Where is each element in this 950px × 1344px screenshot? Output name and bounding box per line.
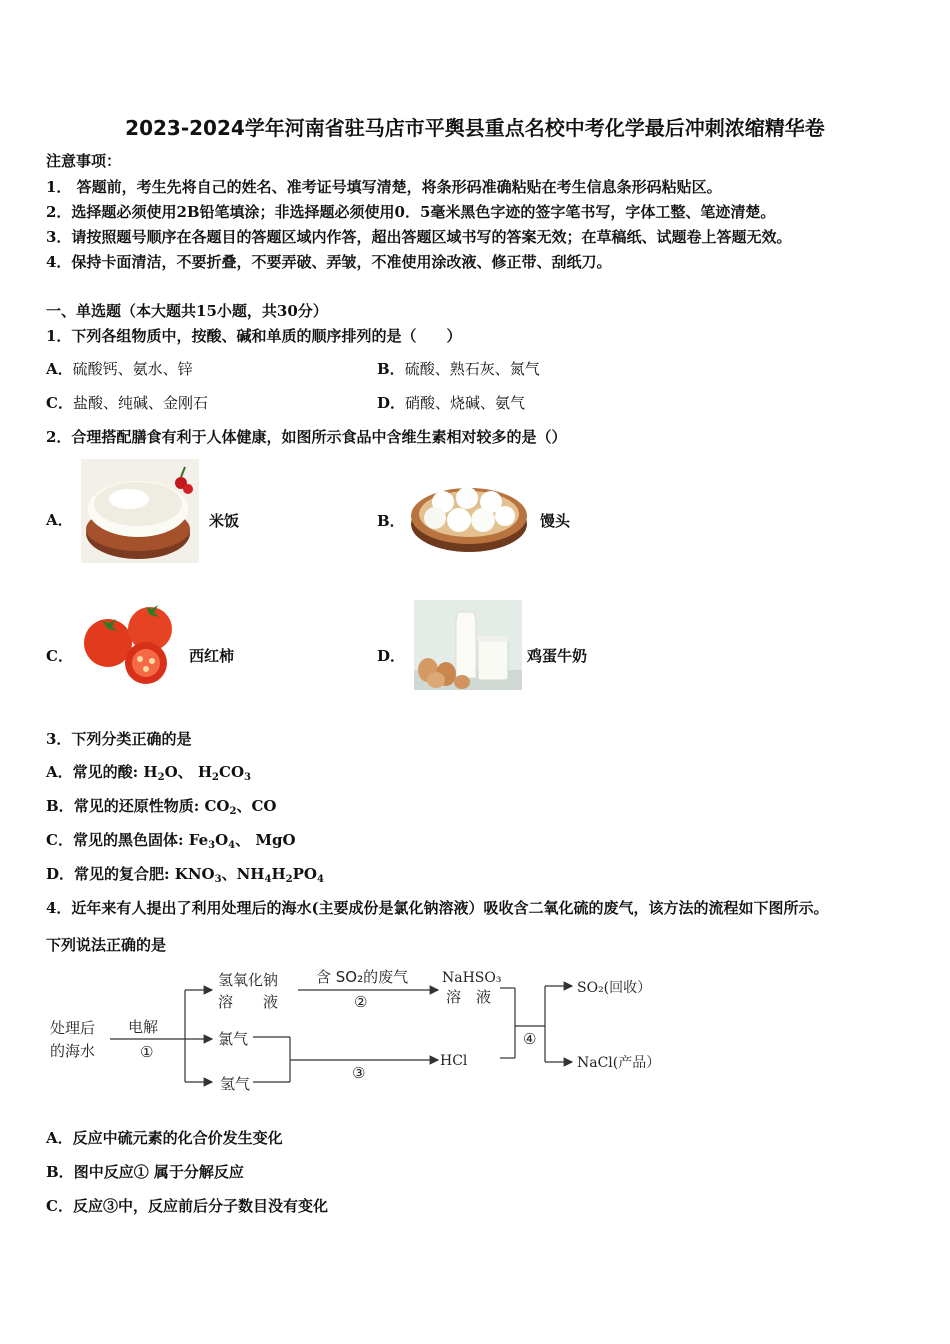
step-marker: ④ <box>523 1030 537 1048</box>
option-letter: C． <box>46 831 73 849</box>
notice-heading: 注意事项： <box>46 152 122 170</box>
option-letter: B． <box>377 360 405 378</box>
notice-item: 3．请按照题号顺序在各题目的答题区域内作答，超出答题区域书写的答案无效；在草稿纸、试题卷上答题无效。 <box>46 228 792 246</box>
label-nahso3: NaHSO₃ <box>442 970 502 986</box>
label-nacl-product: NaCl(产品） <box>577 1055 661 1071</box>
option-label: 常见的黑色固体: <box>72 831 184 849</box>
steamed-buns-image <box>409 474 529 556</box>
option-label: 常见的复合肥: <box>74 865 170 883</box>
eggs-milk-image <box>414 600 522 690</box>
q3-option-b <box>46 796 276 816</box>
option-text: 反应③中，反应前后分子数目没有变化 <box>72 1197 328 1215</box>
option-text: 硫酸、熟石灰、氮气 <box>404 360 540 378</box>
option-text: 图中反应① 属于分解反应 <box>73 1163 244 1181</box>
option-letter: A． <box>46 1129 73 1147</box>
option-text: 西红柿 <box>189 647 235 665</box>
option-letter: A． <box>46 360 73 378</box>
option-text: 盐酸、纯碱、金刚石 <box>72 394 208 412</box>
label-naoh: 氢氧化钠 <box>218 971 279 989</box>
subscript: 2 <box>285 874 293 885</box>
option-text: 反应中硫元素的化合价发生变化 <box>72 1129 283 1147</box>
option-letter: B． <box>46 1163 74 1181</box>
label-electrolysis: 电解 <box>128 1018 159 1036</box>
question-2-stem: 2．合理搭配膳食有利于人体健康，如图所示食品中含维生素相对较多的是（） <box>46 428 567 446</box>
label-chlorine: 氯气 <box>218 1030 249 1048</box>
option-letter: C． <box>46 647 73 665</box>
formula: 、CO <box>236 797 277 815</box>
q4-option-c <box>46 1196 328 1216</box>
label-seawater: 处理后 <box>50 1019 96 1037</box>
option-text: 硫酸钙、氨水、锌 <box>72 360 193 378</box>
flow-diagram <box>40 962 680 1096</box>
formula: CO <box>204 797 230 815</box>
label-hydrogen: 氢气 <box>220 1075 251 1093</box>
label-nahso3: 溶 液 <box>446 988 492 1006</box>
label-hcl: HCl <box>440 1053 468 1069</box>
formula: PO <box>292 865 317 883</box>
option-letter: C． <box>46 1197 73 1215</box>
option-letter: D． <box>46 865 75 883</box>
option-letter: D． <box>377 647 406 665</box>
step-marker: ③ <box>352 1064 366 1082</box>
formula: CO <box>219 763 245 781</box>
subscript: 3 <box>208 840 216 851</box>
option-letter: A． <box>46 511 73 529</box>
q3-option-a <box>46 762 251 782</box>
subscript: 2 <box>229 806 237 817</box>
option-letter: C． <box>46 394 73 412</box>
label-naoh: 溶 液 <box>218 993 279 1011</box>
option-label: 常见的酸: <box>72 763 139 781</box>
q3-option-c <box>46 830 296 850</box>
option-text: 鸡蛋牛奶 <box>527 647 588 665</box>
q1-option-c <box>46 393 208 413</box>
formula: Fe <box>188 831 209 849</box>
q4-option-a <box>46 1128 283 1148</box>
subscript: 3 <box>244 772 251 783</box>
q1-option-b <box>377 359 540 379</box>
question-3-stem: 3．下列分类正确的是 <box>46 730 192 748</box>
subscript: 4 <box>316 874 324 885</box>
option-text: 馒头 <box>540 512 571 530</box>
step-marker: ② <box>354 993 368 1011</box>
formula: 、NH <box>221 865 265 883</box>
page-title: 2023-2024学年河南省驻马店市平舆县重点名校中考化学最后冲刺浓缩精华卷 <box>125 116 825 140</box>
subscript: 2 <box>157 772 165 783</box>
formula: H <box>143 763 158 781</box>
subscript: 3 <box>214 874 222 885</box>
subscript: 4 <box>264 874 272 885</box>
notice-item: 1． 答题前，考生先将自己的姓名、准考证号填写清楚，将条形码准确粘贴在考生信息条形码粘贴区。 <box>46 178 722 196</box>
q3-option-d <box>46 864 324 884</box>
question-1-stem: 1．下列各组物质中，按酸、碱和单质的顺序排列的是（ ） <box>46 327 462 345</box>
option-text: 米饭 <box>209 512 240 530</box>
q1-option-d <box>377 393 525 413</box>
formula: H <box>271 865 286 883</box>
label-so2-gas: 含 SO₂的废气 <box>316 968 409 986</box>
question-4-stem: 4．近年来有人提出了利用处理后的海水(主要成份是氯化钠溶液）吸收含二氧化硫的废气，该方法的流程如下图所示。 <box>46 899 829 917</box>
tomato-image <box>78 601 178 685</box>
option-label: 常见的还原性物质: <box>73 797 200 815</box>
formula: O <box>215 831 229 849</box>
option-text: 硝酸、烧碱、氨气 <box>405 394 526 412</box>
option-letter: B． <box>377 512 405 530</box>
subscript: 2 <box>212 772 220 783</box>
question-4-stem-cont: 下列说法正确的是 <box>46 936 167 954</box>
q1-option-a <box>46 359 193 379</box>
label-seawater: 的海水 <box>50 1042 96 1060</box>
subscript: 4 <box>228 840 236 851</box>
formula: KNO <box>174 865 215 883</box>
step-marker: ① <box>140 1043 154 1061</box>
rice-bowl-image <box>81 459 199 563</box>
q4-option-b <box>46 1162 244 1182</box>
notice-item: 2．选择题必须使用2B铅笔填涂；非选择题必须使用0．5毫米黑色字迹的签字笔书写，字体工整、笔迹清楚。 <box>46 203 776 221</box>
option-letter: B． <box>46 797 74 815</box>
label-so2-recycle: SO₂(回收） <box>577 980 652 996</box>
option-letter: A． <box>46 763 73 781</box>
notice-item: 4．保持卡面清洁，不要折叠，不要弄破、弄皱，不准使用涂改液、修正带、刮纸刀。 <box>46 253 612 271</box>
option-letter: D． <box>377 394 406 412</box>
formula: 、 MgO <box>235 831 296 849</box>
section-heading: 一、单选题（本大题共15小题，共30分） <box>46 302 328 320</box>
formula: O、 H <box>164 763 213 781</box>
